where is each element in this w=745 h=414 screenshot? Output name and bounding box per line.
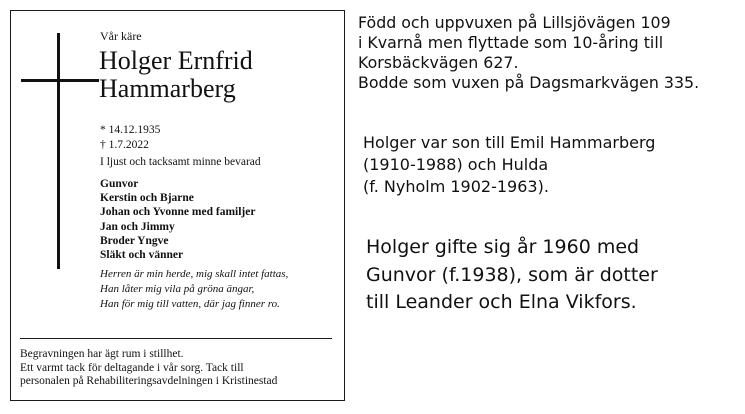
footer-line: personalen på Rehabiliteringsavdelningen i Kristinestad bbox=[20, 375, 278, 388]
obituary-notice bbox=[10, 10, 345, 401]
bio-paragraph-residence bbox=[358, 13, 699, 93]
cross-icon bbox=[57, 33, 60, 269]
life-dates bbox=[100, 123, 160, 153]
greeting: Vår käre bbox=[100, 29, 142, 43]
bio-line: Född och uppvuxen på Lillsjövägen 109 bbox=[358, 13, 671, 32]
bio-line: Holger var son till Emil Hammarberg bbox=[363, 133, 656, 152]
birth-date: * 14.12.1935 bbox=[100, 124, 161, 136]
psalm-line: Han låter mig vila på gröna ängar, bbox=[100, 283, 255, 295]
bio-line: i Kvarnå men flyttade som 10-åring till bbox=[358, 33, 664, 52]
funeral-note bbox=[20, 348, 277, 389]
bio-line: Gunvor (f.1938), som är dotter bbox=[366, 263, 658, 286]
mourner: Johan och Yvonne med familjer bbox=[100, 206, 256, 219]
footer-line: Ett varmt tack för deltagande i vår sorg. Tack till bbox=[20, 361, 244, 374]
footer-line: Begravningen har ägt rum i stillhet. bbox=[20, 348, 184, 360]
bio-line: Korsbäckvägen 627. bbox=[358, 53, 519, 72]
name-line: Holger Ernfrid bbox=[99, 46, 253, 75]
name-line: Hammarberg bbox=[99, 74, 236, 103]
bio-paragraph-parents bbox=[363, 132, 655, 198]
mourner: Kerstin och Bjarne bbox=[100, 192, 194, 205]
mourners-list bbox=[100, 177, 255, 262]
mourner: Broder Yngve bbox=[100, 234, 169, 247]
bio-line: Holger gifte sig år 1960 med bbox=[366, 236, 640, 258]
death-date: † 1.7.2022 bbox=[100, 139, 149, 151]
psalm-line: Han för mig till vatten, där jag finner ro. bbox=[100, 298, 280, 310]
bio-line: (f. Nyholm 1902-1963). bbox=[363, 177, 549, 196]
bio-paragraph-marriage bbox=[366, 234, 658, 317]
cross-icon-bar bbox=[21, 79, 99, 82]
memorial-line: I ljust och tacksamt minne bevarad bbox=[100, 156, 261, 168]
divider bbox=[20, 338, 332, 339]
bio-line: (1910-1988) och Hulda bbox=[363, 155, 549, 174]
psalm-verse bbox=[100, 267, 288, 312]
deceased-name bbox=[99, 47, 253, 103]
mourner: Släkt och vänner bbox=[100, 249, 184, 262]
bio-line: till Leander och Elna Vikfors. bbox=[366, 291, 637, 313]
mourner: Jan och Jimmy bbox=[100, 220, 175, 233]
bio-line: Bodde som vuxen på Dagsmarkvägen 335. bbox=[358, 73, 700, 92]
psalm-line: Herren är min herde, mig skall intet fattas, bbox=[100, 268, 289, 280]
mourner: Gunvor bbox=[100, 178, 139, 190]
